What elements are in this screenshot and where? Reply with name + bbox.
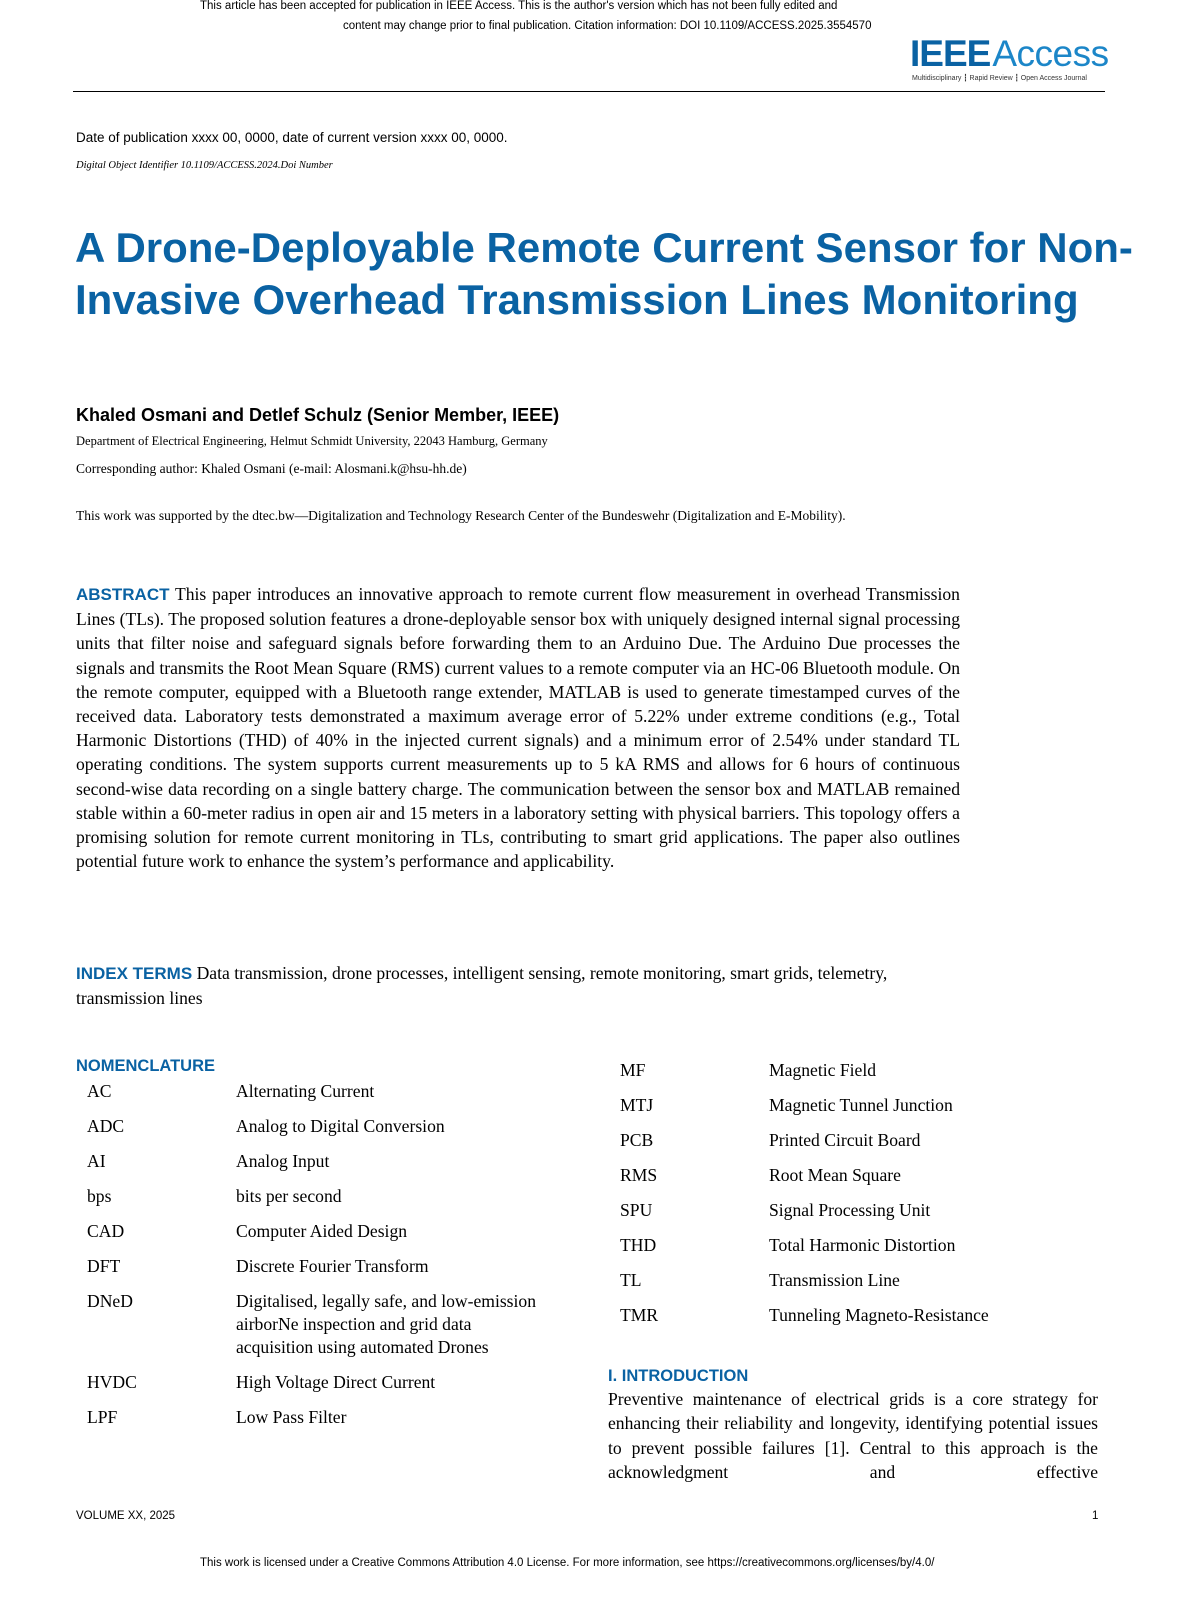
nomenclature-abbreviation: RMS xyxy=(620,1165,658,1185)
nomenclature-entry xyxy=(87,1220,557,1243)
nomenclature-entry xyxy=(620,1094,1100,1117)
nomenclature-abbreviation: AC xyxy=(87,1081,112,1101)
nomenclature-definition: High Voltage Direct Current xyxy=(236,1372,436,1392)
nomenclature-definition: Computer Aided Design xyxy=(236,1221,408,1241)
nomenclature-list-left xyxy=(87,1080,557,1441)
nomenclature-abbreviation: CAD xyxy=(87,1221,125,1241)
index-terms-heading: INDEX TERMS xyxy=(76,964,193,983)
nomenclature-abbreviation: AI xyxy=(87,1151,106,1171)
nomenclature-definition: Alternating Current xyxy=(236,1081,375,1101)
paper-title: A Drone-Deployable Remote Current Sensor for Non-Invasive Overhead Transmission Lines Monitoring xyxy=(75,224,1133,323)
nomenclature-definition: bits per second xyxy=(236,1186,342,1206)
nomenclature-definition: Printed Circuit Board xyxy=(769,1130,921,1150)
nomenclature-entry xyxy=(87,1150,557,1173)
nomenclature-abbreviation: HVDC xyxy=(87,1372,137,1392)
nomenclature-entry xyxy=(620,1199,1100,1222)
index-terms-text: Data transmission, drone processes, intelligent sensing, remote monitoring, smart grids, telemetry, transmission lines xyxy=(76,963,888,1009)
nomenclature-entry xyxy=(87,1290,557,1359)
corresponding-author: Corresponding author: Khaled Osmani (e-mail: Alosmani.k@hsu-hh.de) xyxy=(76,461,467,476)
nomenclature-abbreviation: MF xyxy=(620,1060,646,1080)
ieee-access-logo xyxy=(910,33,1109,86)
nomenclature-entry xyxy=(620,1059,1100,1082)
abstract xyxy=(76,582,960,873)
nomenclature-entry xyxy=(87,1406,557,1429)
abstract-text: This paper introduces an innovative approach to remote current flow measurement in overhead Transmission Lines (TLs). The proposed solution features a drone-deployable sensor box with uniquely designed internal signal processing units that filter noise and safeguard signals before forwarding them to an Arduino Due. The Arduino Due processes the signals and transmits the Root Mean Square (RMS) current values to a remote computer via an HC-06 Bluetooth module. On the remote computer, equipped with a Bluetooth range extender, MATLAB is used to generate timestamped curves of the received data. Laboratory tests demonstrated a maximum average error of 5.22% under extreme conditions (e.g., Total Harmonic Distortions (THD) of 40% in the injected current signals) and a minimum error of 2.54% under standard TL operating conditions. The system supports current measurements up to 5 kA RMS and allows for 6 hours of continuous second-wise data recording on a single battery charge. The communication between the sensor box and MATLAB remained stable within a 60-meter radius in open air and 15 meters in a laboratory setting with physical barriers. This topology offers a promising solution for remote current monitoring in TLs, contributing to smart grid applications. The paper also outlines potential future work to enhance the system’s performance and applicability. xyxy=(76,584,960,872)
page-number: 1 xyxy=(1092,1510,1099,1522)
nomenclature-definition: Transmission Line xyxy=(769,1270,900,1290)
nomenclature-entry xyxy=(620,1304,1100,1327)
nomenclature-abbreviation: TL xyxy=(620,1270,642,1290)
nomenclature-definition: Analog to Digital Conversion xyxy=(236,1116,445,1136)
nomenclature-definition: Discrete Fourier Transform xyxy=(236,1256,429,1276)
nomenclature-entry xyxy=(87,1255,557,1278)
nomenclature-entry xyxy=(620,1164,1100,1187)
nomenclature-abbreviation: LPF xyxy=(87,1407,118,1427)
index-terms xyxy=(76,961,976,1010)
nomenclature-entry xyxy=(87,1115,557,1138)
nomenclature-entry xyxy=(620,1269,1100,1292)
publication-date: Date of publication xxxx 00, 0000, date of current version xxxx 00, 0000. xyxy=(76,130,508,145)
nomenclature-entry xyxy=(620,1234,1100,1257)
nomenclature-definition: Low Pass Filter xyxy=(236,1407,347,1427)
nomenclature-definition: Signal Processing Unit xyxy=(769,1200,931,1220)
doi-identifier: Digital Object Identifier 10.1109/ACCESS.2024.Doi Number xyxy=(76,160,333,171)
author-list: Khaled Osmani and Detlef Schulz (Senior Member, IEEE) xyxy=(76,405,560,425)
nomenclature-definition: Magnetic Field xyxy=(769,1060,877,1080)
nomenclature-abbreviation: DNeD xyxy=(87,1291,133,1311)
publication-notice-line-1: This article has been accepted for publication in IEEE Access. This is the author's version which has not been fully edited and xyxy=(200,0,838,12)
abstract-heading: ABSTRACT xyxy=(76,585,170,604)
nomenclature-entry xyxy=(87,1371,557,1394)
nomenclature-definition: Root Mean Square xyxy=(769,1165,901,1185)
nomenclature-abbreviation: ADC xyxy=(87,1116,125,1136)
nomenclature-abbreviation: TMR xyxy=(620,1305,659,1325)
logo-tagline: Multidisciplinary ┇ Rapid Review ┇ Open Access Journal xyxy=(912,75,1087,82)
header-divider xyxy=(73,91,1105,92)
nomenclature-list-right xyxy=(620,1059,1100,1339)
nomenclature-abbreviation: PCB xyxy=(620,1130,654,1150)
introduction-text: Preventive maintenance of electrical grids is a core strategy for enhancing their reliability and longevity, identifying potential issues to prevent possible failures [1]. Central to this approach is the acknowledgment and effective xyxy=(608,1389,1098,1483)
nomenclature-entry xyxy=(87,1185,557,1208)
nomenclature-abbreviation: MTJ xyxy=(620,1095,654,1115)
nomenclature-definition: Tunneling Magneto-Resistance xyxy=(769,1305,989,1325)
logo-access-text: Access xyxy=(992,33,1109,74)
nomenclature-definition: Total Harmonic Distortion xyxy=(769,1235,956,1255)
nomenclature-definition: Digitalised, legally safe, and low-emission airborNe inspection and grid data acquisition using automated Drones xyxy=(236,1291,537,1357)
publication-notice-line-2: content may change prior to final publication. Citation information: DOI 10.1109/ACCESS.2025.3554570 xyxy=(343,20,872,32)
introduction-heading: I. INTRODUCTION xyxy=(608,1367,749,1385)
nomenclature-entry xyxy=(87,1080,557,1103)
footer-volume: VOLUME XX, 2025 xyxy=(76,1510,176,1522)
logo-ieee-text: IEEE xyxy=(910,33,991,74)
nomenclature-definition: Analog Input xyxy=(236,1151,330,1171)
nomenclature-abbreviation: bps xyxy=(87,1186,112,1206)
funding-statement: This work was supported by the dtec.bw—Digitalization and Technology Research Center of the Bundeswehr (Digitalization and E-Mobility). xyxy=(76,508,846,523)
nomenclature-abbreviation: SPU xyxy=(620,1200,653,1220)
nomenclature-abbreviation: THD xyxy=(620,1235,657,1255)
nomenclature-entry xyxy=(620,1129,1100,1152)
license-notice: This work is licensed under a Creative Commons Attribution 4.0 License. For more information, see https://creativecommons.org/licenses/by/4.0/ xyxy=(200,1557,935,1569)
nomenclature-definition: Magnetic Tunnel Junction xyxy=(769,1095,953,1115)
nomenclature-abbreviation: DFT xyxy=(87,1256,121,1276)
nomenclature-heading: NOMENCLATURE xyxy=(76,1057,216,1075)
author-affiliation: Department of Electrical Engineering, Helmut Schmidt University, 22043 Hamburg, Germany xyxy=(76,434,548,448)
